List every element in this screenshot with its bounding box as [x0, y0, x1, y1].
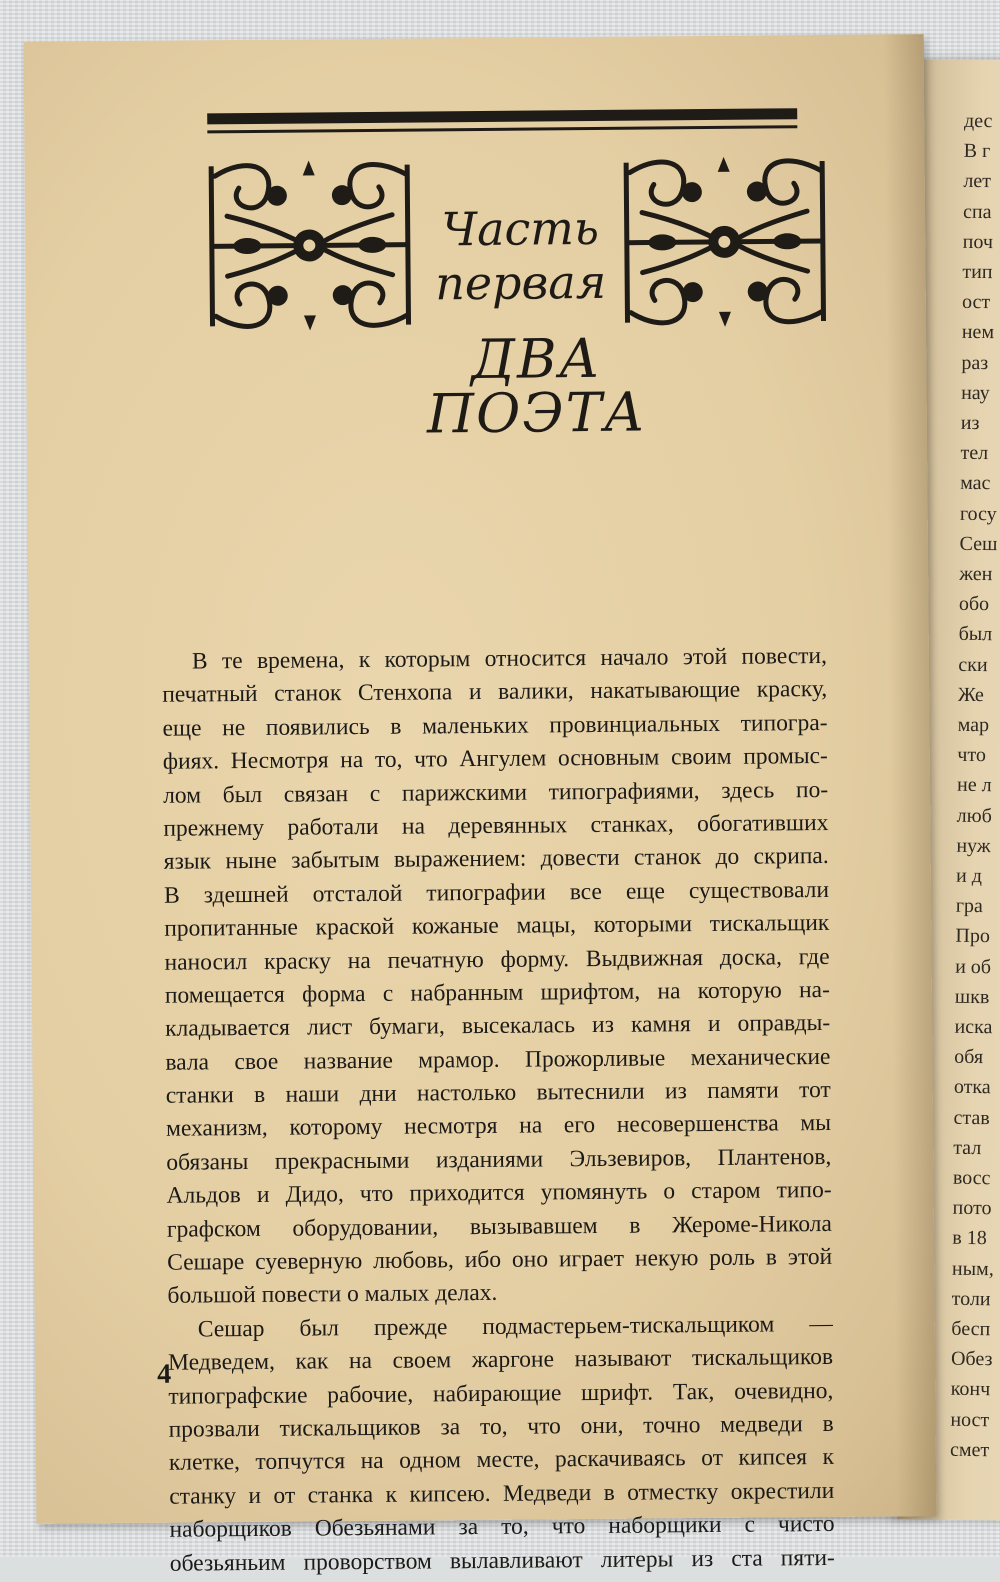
- next-page-fragment: став: [953, 1106, 990, 1129]
- next-page-fragment: в 18: [952, 1227, 987, 1250]
- text-line: станку и от станка к кипсею. Медведи в отместку окрестили: [169, 1477, 835, 1510]
- next-page-fragment: мас: [960, 472, 991, 495]
- next-page-fragment: Же: [957, 683, 984, 706]
- text-line: пропитанные краской кожаные мацы, которыми тискальщик: [164, 910, 830, 942]
- next-page-fragment: ным,: [951, 1257, 994, 1280]
- next-page-fragment: нау: [961, 381, 990, 404]
- text-line: обезьяньим проворством вылавливают литеры из ста пяти-: [169, 1544, 835, 1577]
- text-line: клетке, топчутся на одном месте, раскачиваясь от кипсея к: [168, 1444, 835, 1477]
- text-line: язык ныне забытым выражением: довести станок до скрипа.: [163, 843, 829, 876]
- next-page-fragment: восс: [952, 1166, 991, 1190]
- body-text: [162, 640, 835, 1581]
- right-floral-ornament-icon: [622, 151, 829, 333]
- next-page-fragment: нем: [961, 321, 995, 344]
- next-page-fragment: не л: [956, 774, 992, 797]
- book-page: [24, 34, 937, 1577]
- next-page-fragment: что: [957, 744, 987, 767]
- text-line: Сешаре суеверную любовь, ибо оно играет некую роль в этой: [167, 1243, 833, 1276]
- next-page-fragment: был: [958, 623, 993, 646]
- next-page-fragment: конч: [950, 1378, 991, 1401]
- text-line: кладывается лист бумаги, высекалась из камня и оправды-: [165, 1010, 831, 1043]
- text-line: графском оборудовании, вызывавшем в Жероме-Никола: [166, 1210, 833, 1243]
- text-line: прозвали тискальщиков за то, что они, точно медведи в: [168, 1410, 834, 1443]
- next-page-fragment: госу: [959, 502, 997, 525]
- text-line: еще не появились в маленьких провинциальных типогра-: [162, 709, 828, 742]
- text-line: Альдов и Дидо, что приходится упомянуть о старом типо-: [166, 1177, 832, 1209]
- text-line: большой повести о малых делах.: [167, 1280, 498, 1310]
- next-page-fragment: мар: [957, 713, 990, 737]
- text-line: печатный станок Стенхопа и валики, накатывающие краску,: [162, 676, 828, 709]
- text-line: помещается форма с набранным шрифтом, на которую на-: [164, 976, 830, 1009]
- next-page-fragment: бесп: [951, 1317, 991, 1341]
- next-page-fragment: лет: [963, 170, 992, 193]
- text-line: лом был связан с парижскими типографиями, здесь по-: [163, 776, 829, 809]
- next-page-fragment: Сеш: [959, 532, 998, 556]
- text-line: В здешней отсталой типографии все еще существовали: [163, 876, 830, 909]
- text-line: прежнему работали на деревянных станках, обогативших: [163, 809, 829, 842]
- next-page-fragment: В г: [963, 140, 991, 163]
- next-page-fragment: поч: [962, 230, 994, 253]
- text-line: наносил краску на печатную форму. Выдвижная доска, где: [164, 943, 830, 976]
- next-page-fragment: люб: [956, 804, 992, 827]
- text-line: фиях. Несмотря на то, что Ангулем основным своим промыс-: [162, 743, 828, 775]
- text-line: типографские рабочие, набирающие шрифт. Так, очевидно,: [168, 1377, 834, 1410]
- next-page-fragment: толи: [951, 1287, 991, 1310]
- next-page-fragment: и об: [955, 955, 992, 978]
- next-page-fragment: гра: [955, 894, 983, 918]
- part-label-line1: Часть: [441, 200, 600, 257]
- next-page-fragment: ост: [961, 291, 991, 314]
- text-line: станки в наши дни настолько вытеснили из памяти тот: [165, 1077, 831, 1109]
- text-line: механизм, которому несмотря на его несовершенства мы: [165, 1110, 832, 1143]
- chapter-title: ДВА ПОЭТА: [426, 326, 647, 446]
- next-page-fragment: Про: [955, 925, 991, 948]
- next-page-fragment: отка: [953, 1076, 991, 1099]
- header-rule-thin: [207, 125, 797, 133]
- next-page-fragment: тал: [953, 1136, 982, 1159]
- next-page-fragment: шкв: [954, 985, 990, 1008]
- left-floral-ornament-icon: [207, 155, 414, 337]
- part-label-line2: первая: [434, 254, 607, 311]
- next-page-fragment: обо: [958, 593, 990, 616]
- next-page-fragment: обя: [954, 1045, 984, 1069]
- text-line: обязаны прекрасными изданиями Эльзевиров, Плантенов,: [166, 1143, 832, 1176]
- next-page-fragment: ски: [958, 653, 988, 676]
- next-page-fragment: дес: [963, 109, 993, 133]
- page-number: 4: [157, 1358, 172, 1390]
- text-line: вала свое название мрамор. Прожорливые механические: [165, 1043, 831, 1076]
- next-page-fragment: ност: [950, 1408, 990, 1431]
- next-page-fragment: смет: [949, 1438, 990, 1461]
- next-page-fragment: из: [960, 411, 980, 435]
- next-page-fragment: тел: [960, 442, 989, 465]
- text-line: В те времена, к которым относится начало этой повести,: [191, 642, 828, 675]
- next-page-fragment: пото: [952, 1196, 992, 1220]
- next-page-fragment: раз: [961, 351, 989, 374]
- text-line: наборщиков Обезьянами за то, что наборщики с чисто: [169, 1511, 835, 1543]
- text-line: Сешар был прежде подмастерьем-тискальщиком —: [197, 1310, 833, 1343]
- next-page-fragment: иска: [954, 1015, 993, 1039]
- next-page-fragment: спа: [962, 200, 992, 223]
- next-page-fragment: тип: [962, 260, 993, 284]
- next-page-fragment: нуж: [956, 834, 991, 857]
- next-page-fragment: жен: [959, 562, 993, 586]
- next-page-fragment: и д: [955, 864, 983, 888]
- text-line: Медведем, как на своем жаргоне называют тискальщиков: [167, 1344, 834, 1376]
- header-rule-thick: [207, 108, 797, 124]
- next-page-fragment: Обез: [950, 1347, 993, 1371]
